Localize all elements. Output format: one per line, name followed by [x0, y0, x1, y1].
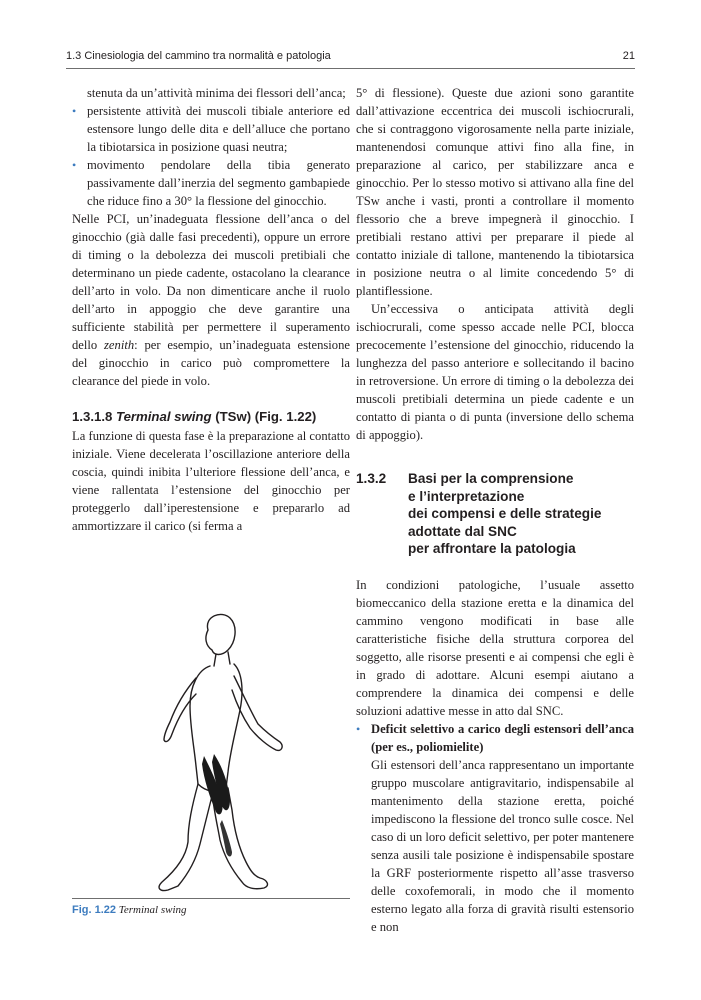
running-header — [66, 46, 635, 68]
paragraph-pci-a: Nelle PCI, un’inadeguata flessione dell’anca o del ginocchio (già dalle fasi precedenti), oppure un errore di timing o la debolezza dei muscoli pretibiali che determinano un piede cadente, ostacolano la clearance dell’arto in volo. Da non dimenticare anche il ruolo dell’arto in appoggio che deve garantire una sufficiente stabilità per permettere il superamento dello — [72, 212, 350, 352]
list-item — [356, 720, 634, 936]
list-item-text: movimento pendolare della tibia generato passivamente dall’inerzia del segmento gambapiede che riduce fino a 30° la flessione del ginocchio. — [87, 158, 350, 208]
section-number: 1.3.1.8 — [72, 409, 113, 424]
list-item — [72, 102, 350, 156]
section-title-line: e l’interpretazione — [408, 488, 525, 504]
bullet-icon: • — [356, 721, 361, 736]
section-title-line: per affrontare la patologia — [408, 541, 576, 556]
bullet-continuation: stenuta da un’attività minima dei flessori dell’anca; — [87, 86, 346, 100]
figure-caption — [72, 904, 187, 916]
paragraph-pci — [72, 210, 350, 390]
header-rule — [66, 68, 635, 69]
section-heading-terminal-swing — [72, 408, 350, 425]
section-title-line: Basi per la comprensione — [408, 471, 574, 486]
section-title-rest: (TSw) (Fig. 1.22) — [215, 409, 317, 424]
head-outline — [206, 614, 235, 654]
list-item — [72, 156, 350, 210]
paragraph-right-3: In condizioni patologiche, l’usuale assetto biomeccanico della stazione eretta e la dinamica del cammino vengono modificati in base alle caratteristiche fisiche della struttura corporea del soggetto, alle risorse presenti e ai compensi che egli è in grado di adottare. Alcuni esempi aiutano a comprendere la dinamica dei compensi e delle soluzioni adattive messe in atto dal SNC. — [356, 577, 634, 718]
figure-rule — [72, 898, 350, 899]
paragraph-right-1: 5° di flessione). Queste due azioni sono garantite dall’attivazione eccentrica dei muscoli ischiocrurali, che si contraggono vigorosamente nella parte iniziale, mantenendosi comunque attivi fino alla fine, in preparazione al carico, per stabilizzare anca e ginocchio. Per lo stesso motivo si attivano alla fine del TSw anche i vasti, pronti a controllare il momento flessorio che a breve impegnerà il ginocchio. I pretibiali restano attivi per preparare il piede al contatto iniziale di tallone, mantenendo la tibiotarsica in posizione neutra o al limite concedendo 5° di plantiflessione. — [356, 86, 634, 298]
zenith-term: zenith — [104, 338, 135, 352]
page-number: 21 — [622, 50, 635, 62]
bullet-title: Deficit selettivo a carico degli estensori dell’anca (per es., poliomielite) — [371, 721, 634, 754]
paragraph-pci-b: : per esempio, un’inadeguata estensione del ginocchio in carico può compromettere la clearance del piede in volo. — [72, 338, 350, 388]
right-bullet-list — [356, 720, 634, 936]
figure-caption-text: Terminal swing — [118, 904, 187, 916]
bullet-body: Gli estensori dell’anca rappresentano un importante gruppo muscolare antigravitario, indispensabile al mantenimento della stazione eretta, poiché impediscono la flessione del tronco sulle cosce. Nel caso di un loro deficit selettivo, per poter mantenere senza ausili tale posizione è indispensabile spostare la GRF posteriormente rispetto all’asse trasverso delle coxofemorali, in modo che il momento esterno legato alla forza di gravità risulti estensorio e non — [371, 757, 634, 934]
shin-muscles — [220, 820, 232, 857]
section-heading-basi — [356, 470, 634, 558]
section-title-line: adottate dal SNC — [408, 523, 517, 539]
left-column — [72, 84, 350, 535]
hamstring-muscles — [202, 754, 230, 814]
section-number: 1.3.2 — [356, 471, 387, 486]
list-item-text: persistente attività dei muscoli tibiale anteriore ed estensore lungo delle dita e dell’alluce che portano la tibiotarsica in posizione quasi neutra; — [87, 104, 350, 154]
figure-terminal-swing — [72, 606, 350, 896]
section-title-line: dei compensi e delle strategie — [408, 506, 602, 521]
left-bullet-list — [72, 102, 350, 210]
section-title-italic: Terminal swing — [116, 409, 212, 424]
walking-figure-illustration — [72, 606, 350, 896]
paragraph-right-2: Un’eccessiva o anticipata attività degli ischiocrurali, come spesso accade nelle PCI, blocca precocemente l’estensione del ginocchio, riducendo la lunghezza del passo anteriore e sollecitando il bacino in retroversione. Un errore di timing o la debolezza dei muscoli pretibiali determina un piede cadente e un contatto di pianta o di punta (inversione dello schema di appoggio). — [356, 302, 634, 442]
running-header-title: 1.3 Cinesiologia del cammino tra normalità e patologia — [66, 50, 331, 62]
bullet-icon: • — [72, 104, 77, 118]
figure-label: Fig. 1.22 — [72, 904, 117, 916]
right-column — [356, 84, 634, 936]
tibialis-muscle — [220, 820, 232, 857]
paragraph-terminal-swing: La funzione di questa fase è la preparazione al contatto iniziale. Viene decelerata l’oscillazione anteriore della coscia, quindi inibita l’ulteriore flessione dell’anca, e viene rallentata l’estensione del ginocchio per proteggerlo dall’iperestensione e prepararlo ad ammortizzare il carico (si ferma a — [72, 429, 350, 533]
bullet-icon: • — [72, 158, 77, 172]
